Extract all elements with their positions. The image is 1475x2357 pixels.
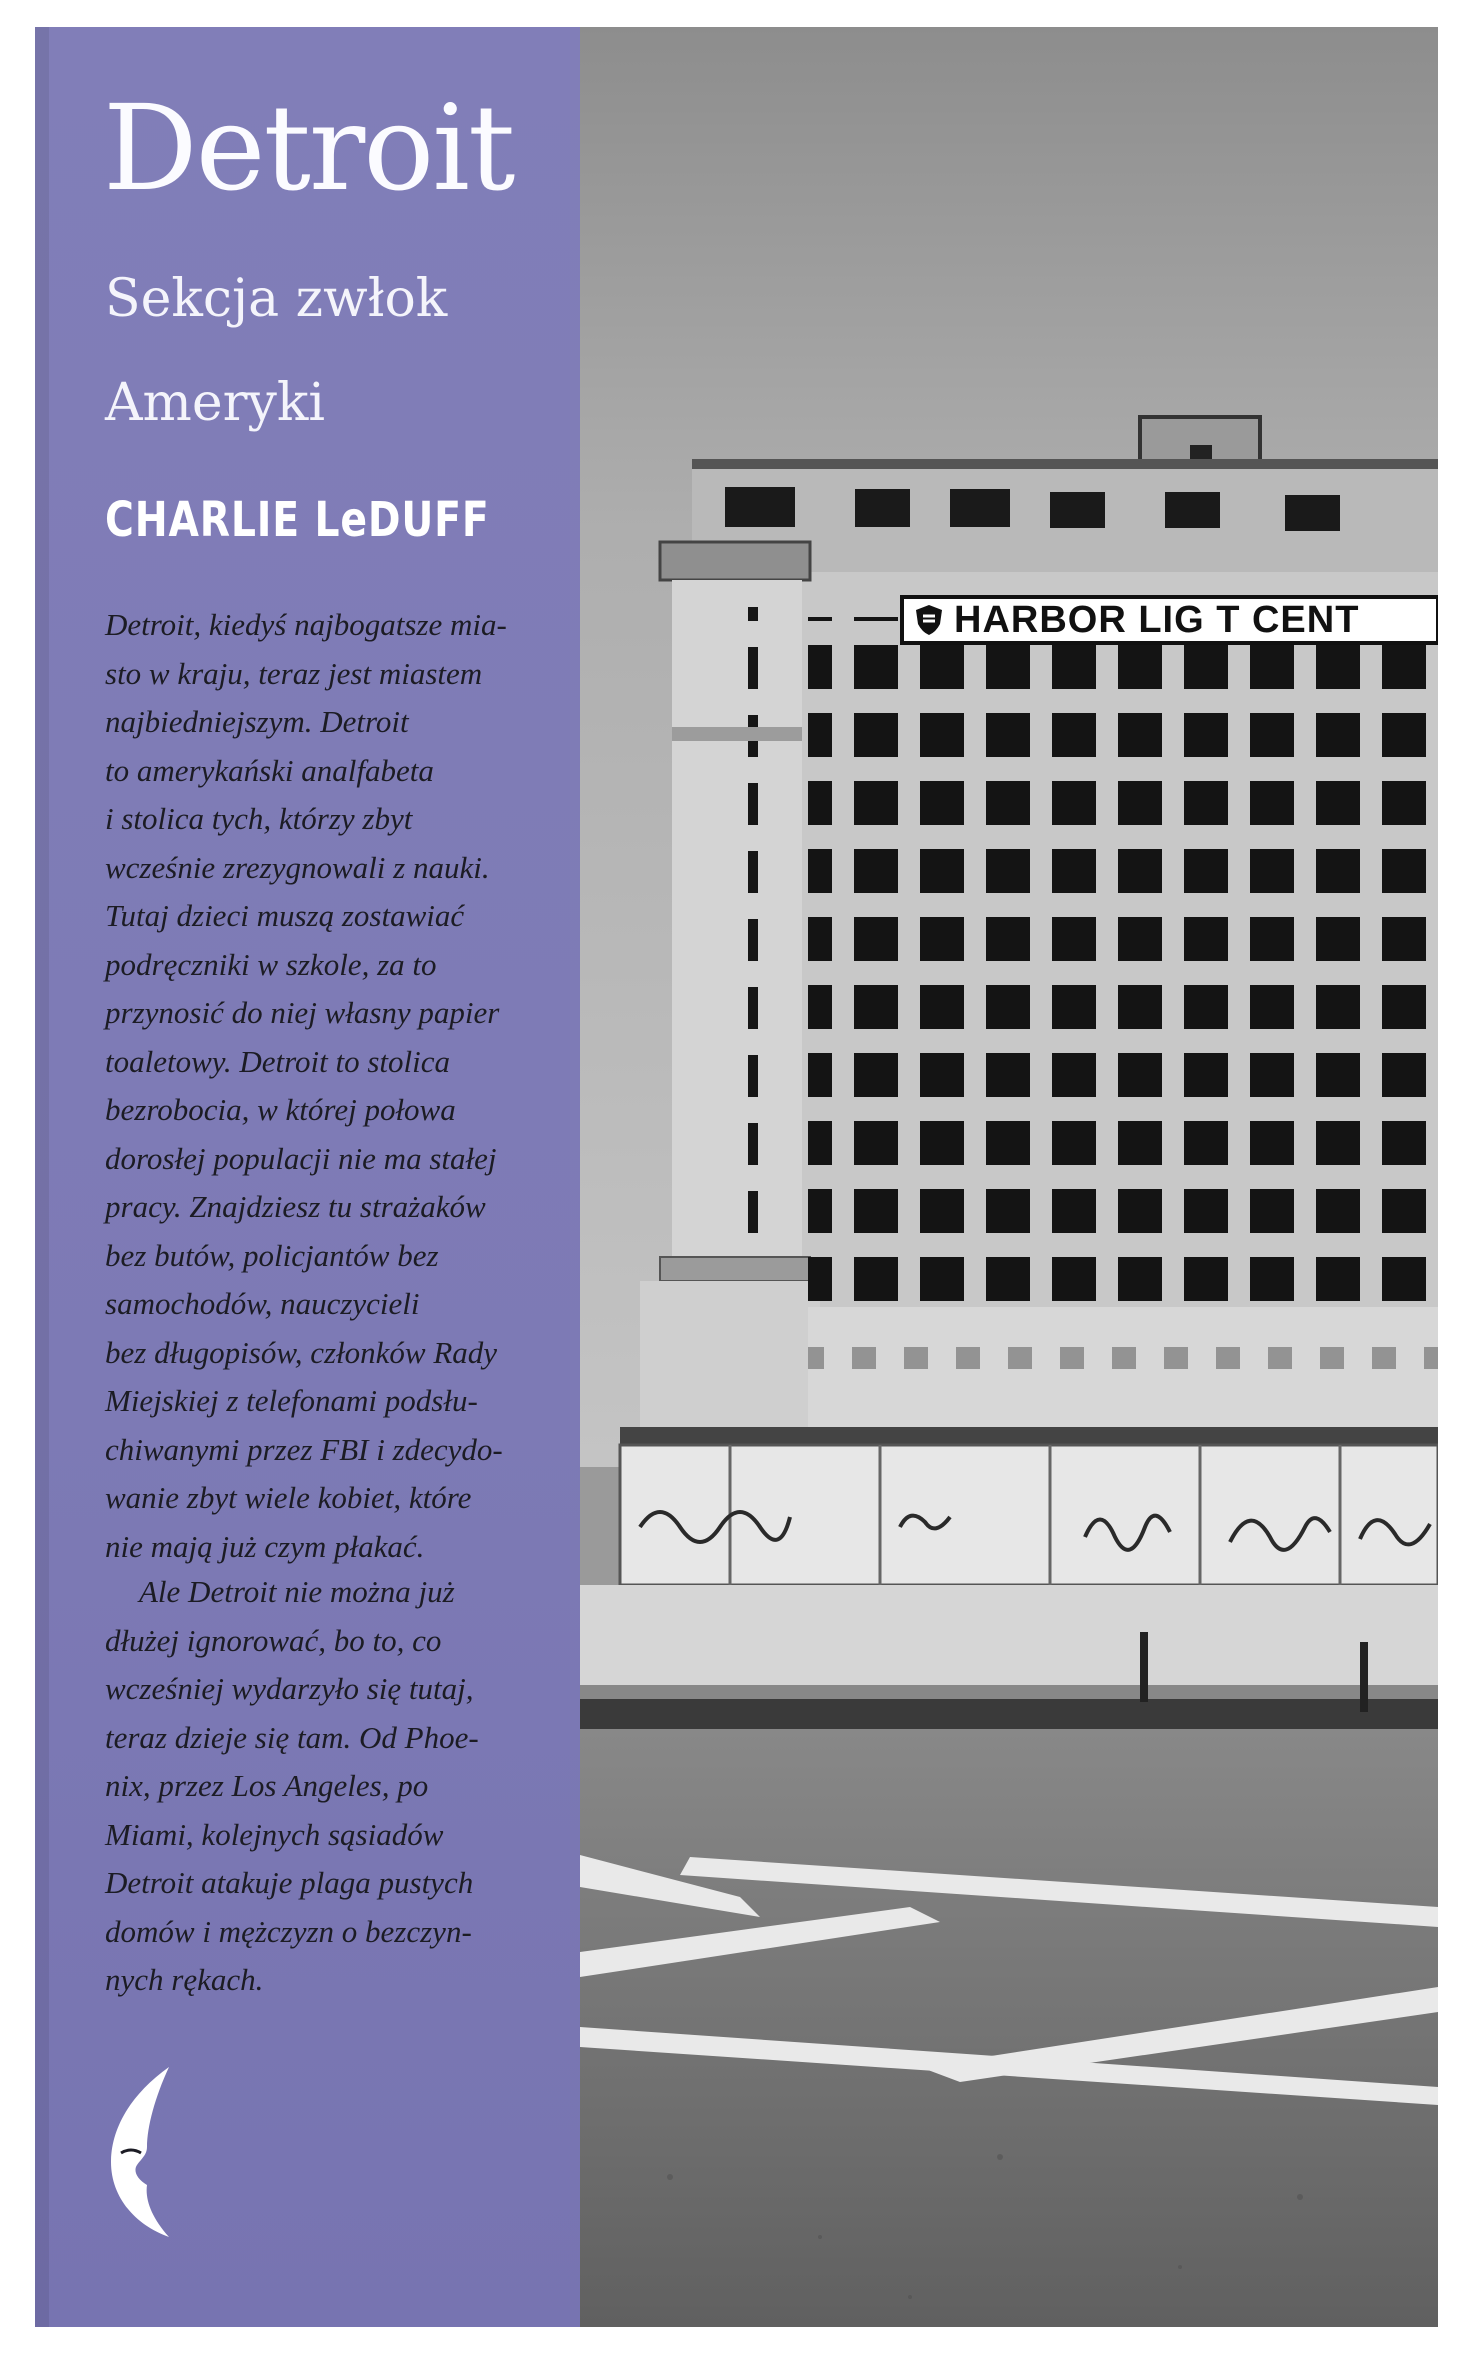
blurb-line: przynosić do niej własny papier: [105, 995, 500, 1030]
blurb-line: i stolica tych, którzy zbyt: [105, 801, 413, 836]
blurb-line: wcześnie zrezygnowali z nauki.: [105, 849, 490, 885]
blurb-line: podręczniki w szkole, za to: [105, 946, 437, 982]
blurb-line: sto w kraju, teraz jest miastem: [105, 655, 483, 691]
book-cover: [35, 27, 1438, 2327]
blurb-line: to amerykański analfabeta: [105, 752, 434, 788]
face-profile-logo: [107, 2067, 177, 2237]
blurb-line: bez butów, policjantów bez: [105, 1237, 439, 1273]
building-photo: [580, 27, 1438, 2327]
building-sign: [900, 595, 1438, 645]
blurb-line: nix, przez Los Angeles, po: [105, 1768, 429, 1803]
blurb-line: pracy. Znajdziesz tu strażaków: [105, 1189, 486, 1224]
book-title: Detroit: [103, 79, 514, 217]
book-subtitle-line2: Ameryki: [105, 373, 326, 433]
blurb-line: samochodów, nauczycieli: [105, 1286, 420, 1321]
blurb-line: wanie zbyt wiele kobiet, które: [105, 1480, 472, 1515]
blurb-line: dorosłej populacji nie ma stałej: [105, 1140, 497, 1176]
cover-photo: [580, 27, 1438, 2327]
blurb-paragraph-1: [105, 601, 575, 1571]
author-name: CHARLIE LeDUFF: [105, 492, 490, 548]
cover-panel: [35, 27, 580, 2327]
blurb-line: nych rękach.: [105, 1962, 264, 1997]
blurb-line: nie mają już czym płakać.: [105, 1528, 425, 1564]
spine-shadow: [35, 27, 49, 2327]
book-subtitle-line1: Sekcja zwłok: [105, 269, 448, 329]
blurb-line: Miejskiej z telefonami podsłu-: [105, 1383, 478, 1418]
blurb-line: najbiedniejszym. Detroit: [105, 704, 409, 739]
blurb-line: chiwanymi przez FBI i zdecydo-: [105, 1431, 503, 1467]
blurb-line: Tutaj dzieci muszą zostawiać: [105, 898, 465, 933]
blurb-line: Detroit, kiedyś najbogatsze mia-: [105, 607, 507, 642]
blurb-line: bez długopisów, członków Rady: [105, 1334, 498, 1370]
blurb-line: Ale Detroit nie można już: [139, 1574, 455, 1609]
blurb-line: teraz dzieje się tam. Od Phoe-: [105, 1719, 479, 1755]
blurb-line: Detroit atakuje plaga pustych: [105, 1865, 474, 1900]
blurb-line: dłużej ignorować, bo to, co: [105, 1622, 442, 1658]
blurb-paragraph-2: [105, 1568, 575, 2005]
blurb-line: bezrobocia, w której połowa: [105, 1092, 456, 1127]
blurb-line: toaletowy. Detroit to stolica: [105, 1043, 450, 1079]
shield-icon: [914, 604, 944, 636]
blurb-line: wcześniej wydarzyło się tutaj,: [105, 1671, 474, 1706]
blurb-line: Miami, kolejnych sąsiadów: [105, 1816, 444, 1852]
sign-text: HARBOR LIG T CENT: [954, 598, 1360, 641]
blurb-line: domów i mężczyzn o bezczyn-: [105, 1913, 472, 1949]
